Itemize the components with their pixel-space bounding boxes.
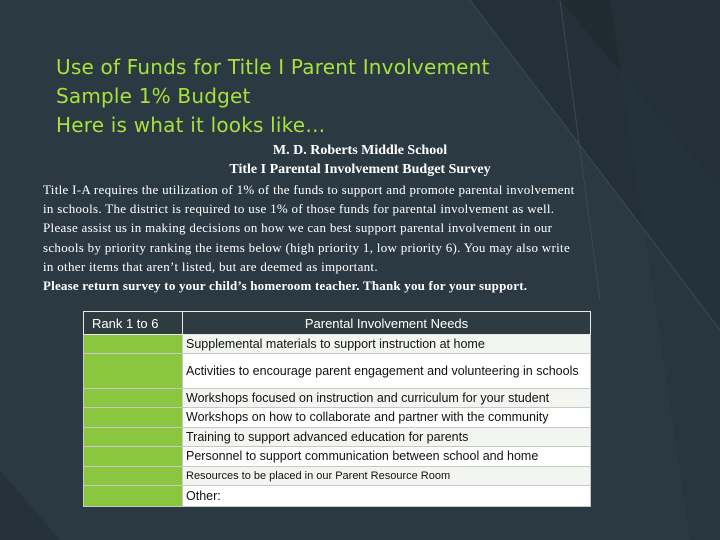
rank-input-cell[interactable] — [84, 486, 183, 507]
table-row — [84, 467, 591, 486]
table-row — [84, 447, 591, 467]
table-row — [84, 389, 591, 408]
title-line-2: Sample 1% Budget — [56, 84, 251, 108]
need-label-other: Other: — [183, 486, 591, 507]
intro-line: in other items that aren’t listed, but are deemed as important. — [43, 258, 378, 274]
need-label: Resources to be placed in our Parent Resource Room — [183, 467, 591, 486]
title-line-1: Use of Funds for Title I Parent Involvement — [56, 55, 490, 79]
table-row — [84, 486, 591, 507]
table-header-row — [84, 312, 591, 335]
closing-statement: Please return survey to your child’s homeroom teacher. Thank you for your support. — [43, 278, 528, 294]
rank-input-cell[interactable] — [84, 447, 183, 467]
slide-title — [56, 53, 490, 140]
rank-header: Rank 1 to 6 — [84, 312, 183, 335]
intro-line: Please assist us in making decisions on how we can best support parental involvement in our — [43, 220, 553, 236]
rank-input-cell[interactable] — [84, 408, 183, 428]
table-row — [84, 408, 591, 428]
intro-line: in schools. The district is required to use 1% of those funds for parental involvement as well. — [43, 201, 555, 217]
need-label: Workshops on how to collaborate and partner with the community — [183, 408, 591, 428]
table-row — [84, 335, 591, 354]
rank-input-cell[interactable] — [84, 467, 183, 486]
table-row — [84, 428, 591, 447]
need-label: Supplemental materials to support instruction at home — [183, 335, 591, 354]
intro-paragraph — [43, 180, 673, 295]
school-name: M. D. Roberts Middle School — [272, 143, 448, 158]
rank-input-cell[interactable] — [84, 335, 183, 354]
intro-line: schools by priority ranking the items below (high priority 1, low priority 6). You may also write — [43, 239, 571, 255]
table-row — [84, 354, 591, 389]
need-label: Training to support advanced education for parents — [183, 428, 591, 447]
rank-input-cell[interactable] — [84, 389, 183, 408]
survey-title: Title I Parental Involvement Budget Survey — [229, 162, 491, 177]
intro-line: Title I-A requires the utilization of 1% of the funds to support and promote parental involvement — [43, 182, 575, 197]
rank-input-cell[interactable] — [84, 428, 183, 447]
need-label: Activities to encourage parent engagement and volunteering in schools — [183, 354, 591, 389]
needs-header: Parental Involvement Needs — [183, 312, 591, 335]
title-line-3: Here is what it looks like… — [56, 113, 326, 137]
need-label: Personnel to support communication between school and home — [183, 447, 591, 467]
rank-input-cell[interactable] — [84, 354, 183, 389]
need-label: Workshops focused on instruction and curriculum for your student — [183, 389, 591, 408]
survey-table — [83, 311, 591, 507]
